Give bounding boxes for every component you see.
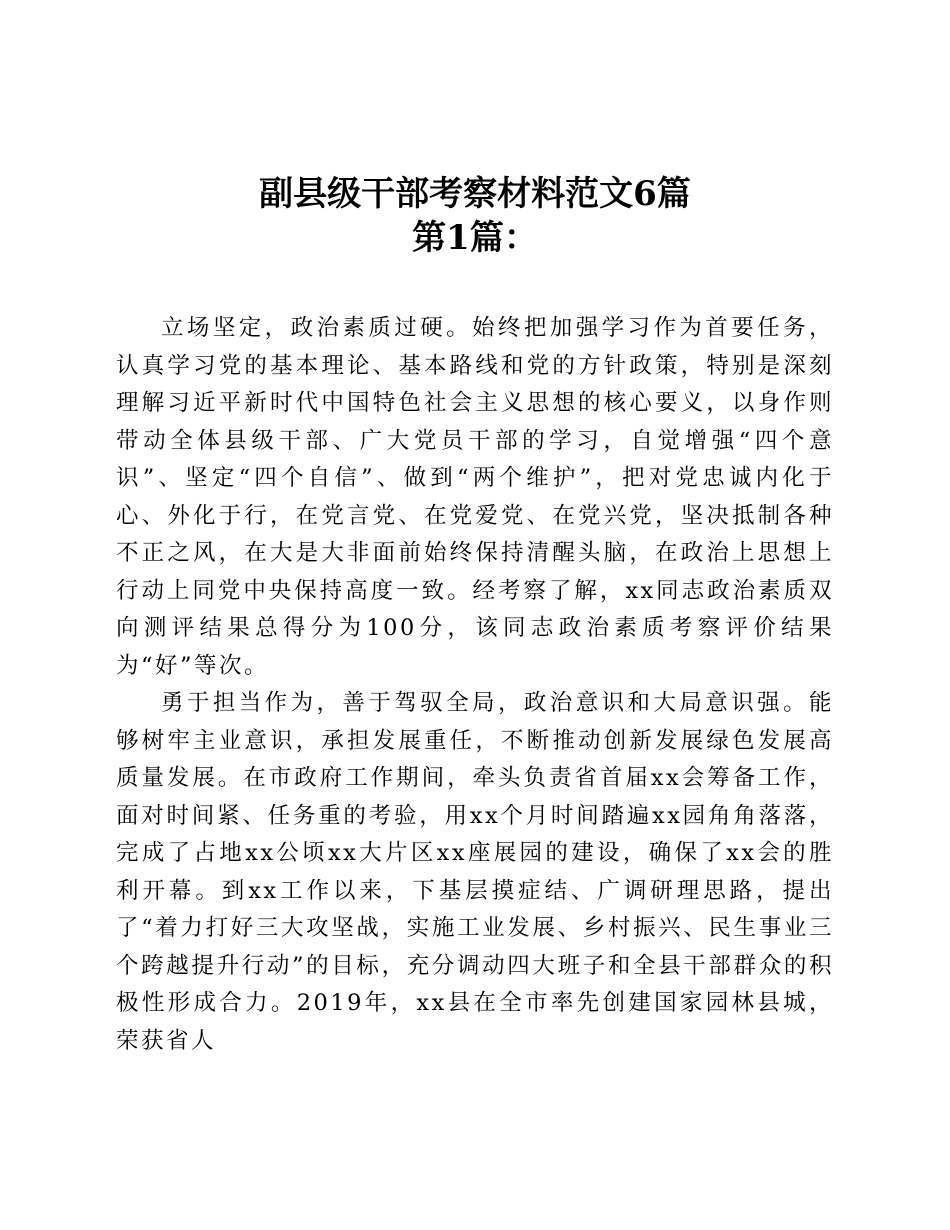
document-body: [116, 310, 834, 1060]
section-heading: 第1篇：: [412, 218, 538, 258]
paragraph-2: 勇于担当作为，善于驾驭全局，政治意识和大局意识强。能够树牢主业意识，承担发展重任，不断推动创新发展绿色发展高质量发展。在市政府工作期间，牵头负责省首届xx会筹备工作，面对时间紧、任务重的考验，用xx个月时间踏遍xx园角角落落，完成了占地xx公顷xx大片区xx座展园的建设，确保了xx会的胜利开幕。到xx工作以来，下基层摸症结、广调研理思路，提出了“着力打好三大攻坚战，实施工业发展、乡村振兴、民生事业三个跨越提升行动”的目标，充分调动四大班子和全县干部群众的积极性形成合力。2019年，xx县在全市率先创建国家园林县城，荣获省人: [116, 690, 834, 1054]
document-title: 副县级干部考察材料范文6篇: [259, 174, 691, 214]
paragraph-1: 立场坚定，政治素质过硬。始终把加强学习作为首要任务，认真学习党的基本理论、基本路线和党的方针政策，特别是深刻理解习近平新时代中国特色社会主义思想的核心要义，以身作则带动全体县级干部、广大党员干部的学习，自觉增强“四个意识”、坚定“四个自信”、做到“两个维护”，把对党忠诚内化于心、外化于行，在党言党、在党爱党、在党兴党，坚决抵制各种不正之风，在大是大非面前始终保持清醒头脑，在政治上思想上行动上同党中央保持高度一致。经考察了解，xx同志政治素质双向测评结果总得分为100分，该同志政治素质考察评价结果为“好”等次。: [116, 315, 834, 679]
